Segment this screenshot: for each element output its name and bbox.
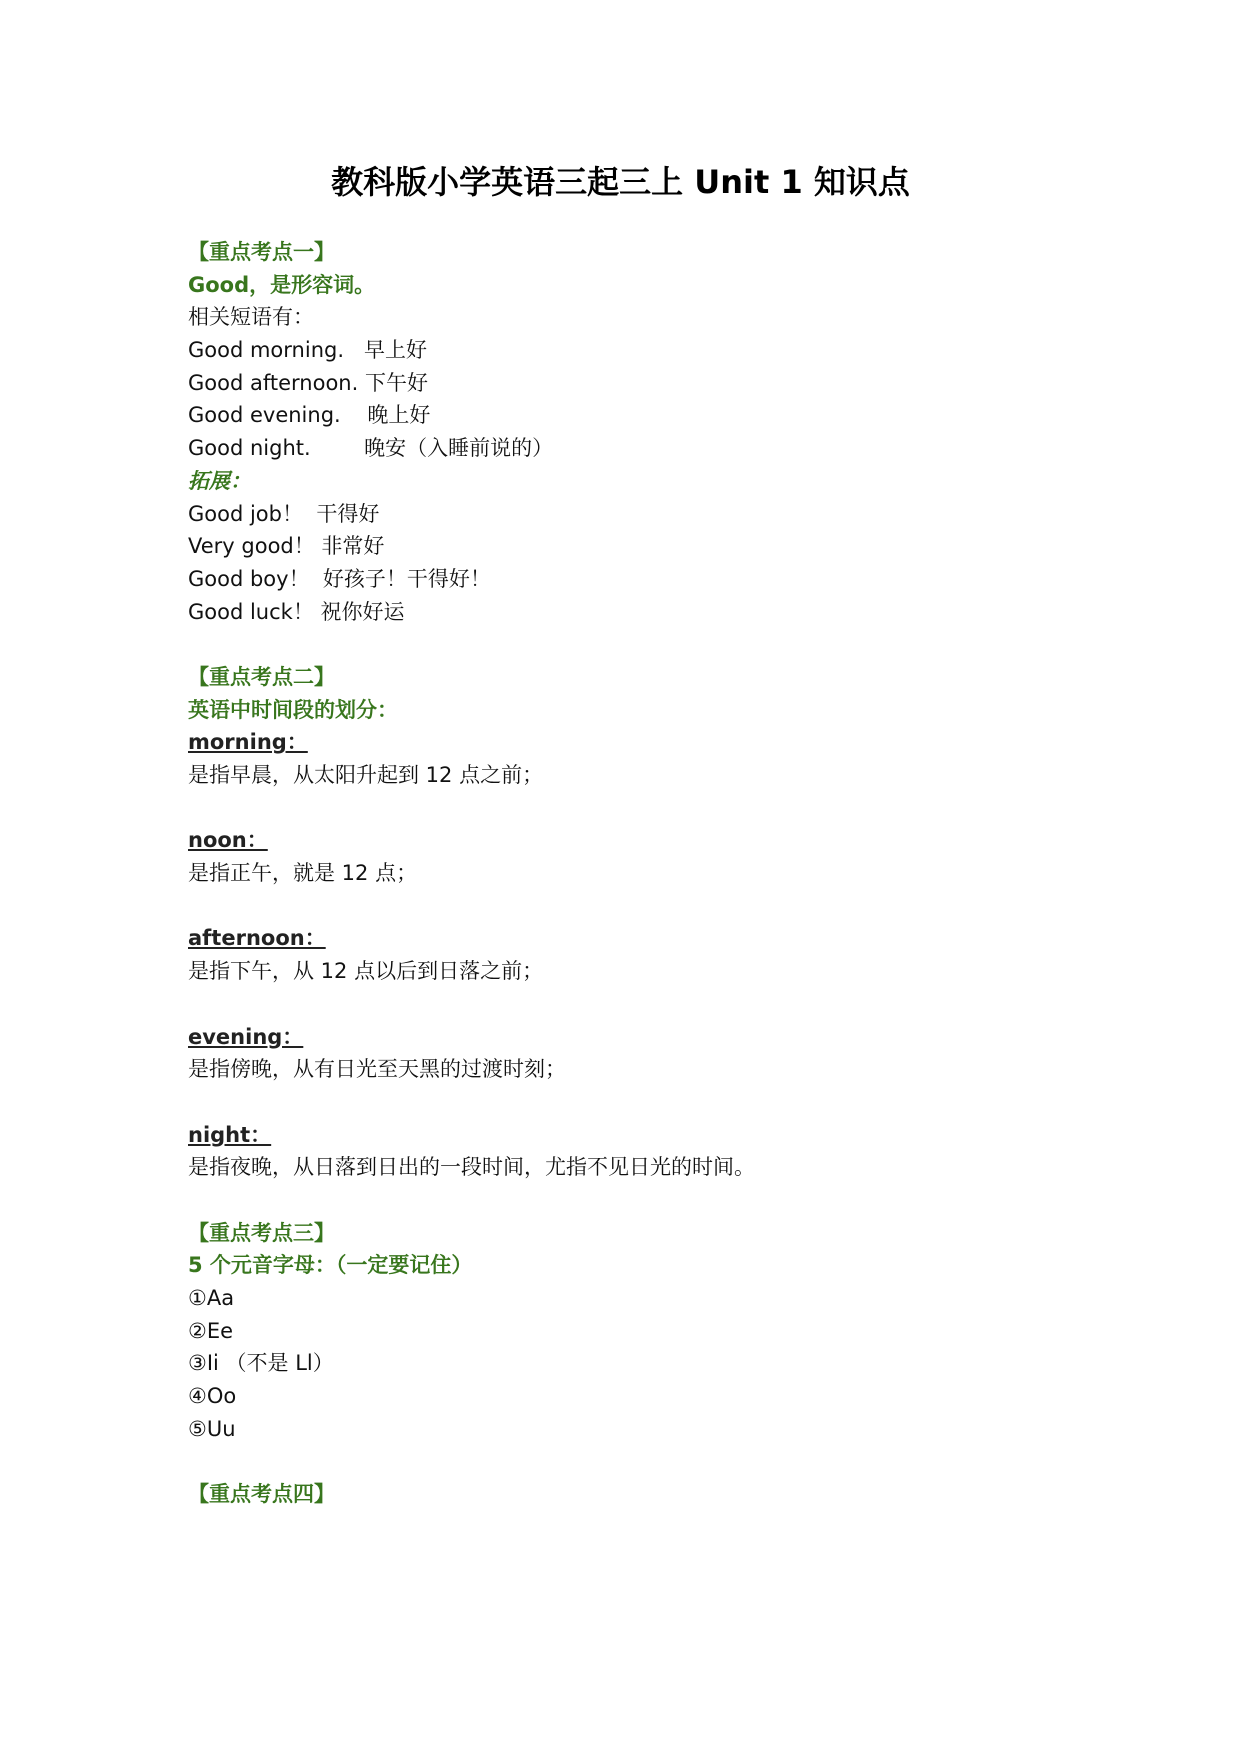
spacer	[188, 1445, 1088, 1478]
term-desc-evening: 是指傍晚，从有日光至天黑的过渡时刻；	[188, 1057, 566, 1082]
spacer	[188, 890, 1088, 923]
document-title: 教科版小学英语三起三上 Unit 1 知识点	[331, 163, 910, 201]
section-subheading-1: Good，是形容词。	[188, 272, 376, 297]
phrase-item: Good night. 晚安（入睡前说的）	[188, 436, 554, 461]
spacer	[188, 1184, 1088, 1217]
term-desc-morning: 是指早晨，从太阳升起到 12 点之前；	[188, 763, 544, 787]
extend-item: Good job！ 干得好	[188, 501, 380, 526]
extend-item: Very good！ 非常好	[188, 534, 385, 559]
term-night: night：	[188, 1122, 272, 1147]
spacer	[188, 988, 1088, 1021]
vowel-item: ⑤Uu	[188, 1416, 236, 1441]
vowel-item: ④Oo	[188, 1384, 237, 1409]
term-afternoon: afternoon：	[188, 926, 326, 951]
extend-item: Good boy！ 好孩子！干得好！	[188, 566, 491, 591]
phrases-intro: 相关短语有：	[188, 305, 314, 330]
spacer	[188, 792, 1088, 825]
section-heading-4: 【重点考点四】	[188, 1482, 335, 1507]
term-desc-noon: 是指正午，就是 12 点；	[188, 861, 418, 886]
term-desc-night: 是指夜晚，从日落到日出的一段时间，尤指不见日光的时间。	[188, 1155, 755, 1180]
term-morning: morning：	[188, 730, 308, 755]
term-evening: evening：	[188, 1024, 304, 1049]
extend-label: 拓展：	[188, 468, 251, 493]
spacer	[188, 628, 1088, 661]
vowel-item: ③Ii （不是 Ll）	[188, 1351, 334, 1376]
term-desc-afternoon: 是指下午，从 12 点以后到日落之前；	[188, 959, 544, 984]
extend-item: Good luck！ 祝你好运	[188, 599, 405, 624]
vowel-item: ②Ee	[188, 1318, 234, 1343]
term-noon: noon：	[188, 828, 268, 853]
section-subheading-3: 5 个元音字母：（一定要记住）	[188, 1253, 473, 1278]
phrase-item: Good morning. 早上好	[188, 338, 428, 363]
vowel-item: ①Aa	[188, 1286, 235, 1310]
section-heading-3: 【重点考点三】	[188, 1220, 335, 1245]
spacer	[188, 1086, 1088, 1119]
section-heading-1: 【重点考点一】	[188, 240, 335, 264]
section-subheading-2: 英语中时间段的划分：	[188, 697, 398, 722]
phrase-item: Good afternoon. 下午好	[188, 370, 428, 395]
phrase-item: Good evening. 晚上好	[188, 403, 431, 428]
document-body	[188, 236, 1088, 1511]
section-heading-2: 【重点考点二】	[188, 664, 335, 689]
